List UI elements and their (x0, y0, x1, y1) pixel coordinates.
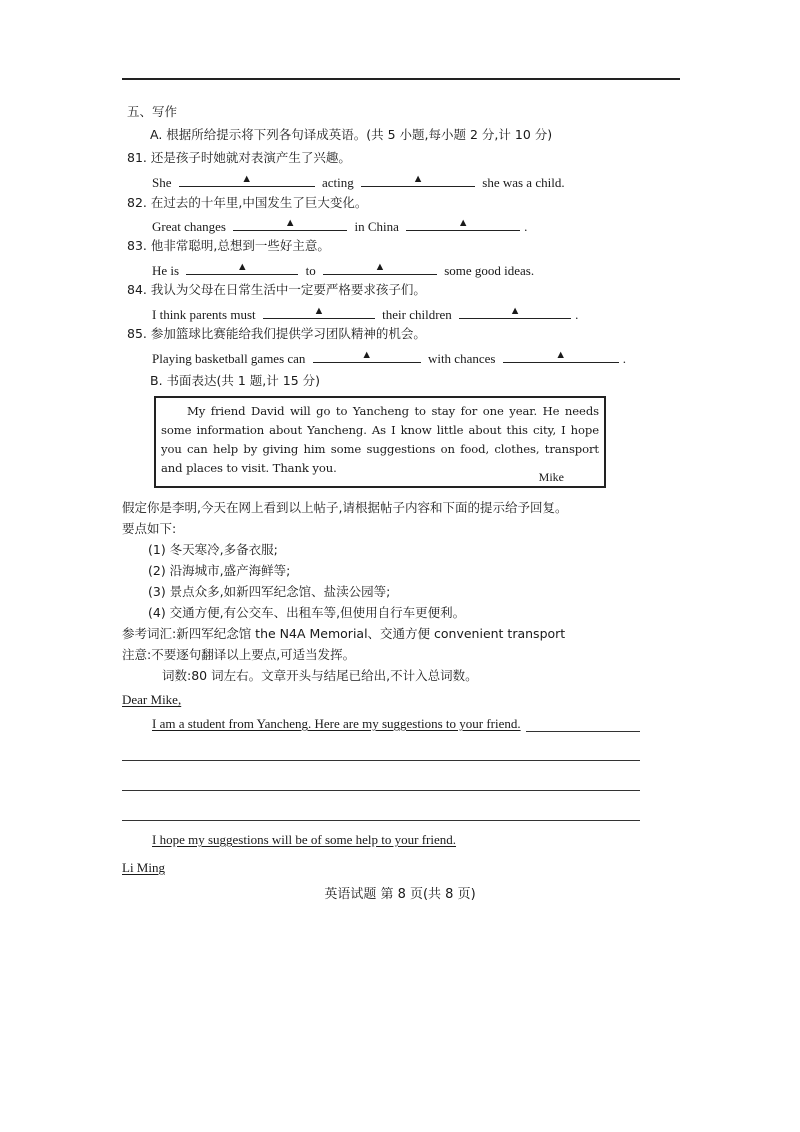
blank-marker: ▲ (313, 305, 325, 317)
blank-marker: ▲ (361, 349, 373, 361)
q83-blank-2[interactable] (323, 260, 437, 275)
q83-blank-1[interactable] (186, 260, 298, 275)
writing-line-1[interactable] (122, 760, 640, 761)
blank-marker: ▲ (457, 217, 469, 229)
q83-seg2: to (305, 263, 316, 278)
q81-blank-1[interactable] (179, 172, 315, 187)
question-81-sentence (152, 172, 565, 191)
question-84-sentence (152, 304, 578, 323)
q84-seg1: I think parents must (152, 307, 256, 322)
points-title: 要点如下: (122, 521, 177, 536)
letter-opening: I am a student from Yancheng. Here are my suggestions to your friend. (152, 716, 521, 731)
question-84-prompt: 84. 我认为父母在日常生活中一定要严格要求孩子们。 (127, 282, 426, 297)
blank-marker: ▲ (412, 173, 424, 185)
blank-marker: ▲ (555, 349, 567, 361)
question-85-prompt: 85. 参加篮球比赛能给我们提供学习团队精神的机会。 (127, 326, 426, 341)
point-3: (3) 景点众多,如新四军纪念馆、盐渎公园等; (148, 584, 391, 599)
point-4: (4) 交通方便,有公交车、出租车等,但使用自行车更便利。 (148, 605, 466, 620)
q82-blank-1[interactable] (233, 216, 347, 231)
question-82-sentence (152, 216, 527, 235)
q82-seg2: in China (354, 219, 399, 234)
blank-marker: ▲ (241, 173, 253, 185)
q85-seg1: Playing basketball games can (152, 351, 306, 366)
q83-seg1: He is (152, 263, 180, 278)
blank-marker: ▲ (236, 261, 248, 273)
question-82-prompt: 82. 在过去的十年里,中国发生了巨大变化。 (127, 195, 368, 210)
part-b-instruction: B. 书面表达(共 1 题,计 15 分) (150, 373, 321, 388)
note: 注意:不要逐句翻译以上要点,可适当发挥。 (122, 647, 356, 662)
top-rule (122, 78, 680, 80)
q81-seg3: she was a child. (482, 175, 565, 190)
post-text: My friend David will go to Yancheng to stay for one year. He needs some information about Yancheng. As I know little about this city, I hope you can help by giving him some suggestions on food, clothes, transport and places to visit. Thank you. (161, 404, 599, 475)
q81-seg2: acting (322, 175, 354, 190)
q84-blank-1[interactable] (263, 304, 375, 319)
q85-blank-1[interactable] (313, 348, 421, 363)
question-85-sentence (152, 348, 626, 367)
post-signature: Mike (538, 470, 564, 484)
q85-seg3: . (622, 351, 626, 366)
question-83-prompt: 83. 他非常聪明,总想到一些好主意。 (127, 238, 330, 253)
blank-marker: ▲ (284, 217, 296, 229)
word-count: 词数:80 词左右。文章开头与结尾已给出,不计入总词数。 (162, 668, 478, 683)
q82-blank-2[interactable] (406, 216, 520, 231)
writing-line-3[interactable] (122, 820, 640, 821)
q82-seg1: Great changes (152, 219, 226, 234)
point-1: (1) 冬天寒冷,多备衣服; (148, 542, 278, 557)
writing-line-2[interactable] (122, 790, 640, 791)
blank-marker: ▲ (509, 305, 521, 317)
q82-seg3: . (524, 219, 528, 234)
letter-signature: Li Ming (122, 860, 165, 875)
question-81-prompt: 81. 还是孩子时她就对表演产生了兴趣。 (127, 150, 351, 165)
q84-seg3: . (575, 307, 579, 322)
letter-closing: I hope my suggestions will be of some help to your friend. (152, 832, 457, 847)
letter-greeting: Dear Mike, (122, 692, 182, 707)
post-box (154, 396, 606, 488)
q85-seg2: with chances (427, 351, 496, 366)
page-footer: 英语试题 第 8 页(共 8 页) (324, 887, 476, 902)
point-2: (2) 沿海城市,盛产海鲜等; (148, 563, 291, 578)
question-83-sentence (152, 260, 534, 279)
reference-vocab: 参考词汇:新四军纪念馆 the N4A Memorial、交通方便 convenient transport (122, 626, 566, 641)
part-a-instruction: A. 根据所给提示将下列各句译成英语。(共 5 小题,每小题 2 分,计 10 分) (150, 127, 553, 142)
blank-marker: ▲ (374, 261, 386, 273)
q81-seg1: She (152, 175, 172, 190)
q85-blank-2[interactable] (503, 348, 619, 363)
q84-blank-2[interactable] (459, 304, 571, 319)
q81-blank-2[interactable] (361, 172, 475, 187)
writing-line-end[interactable] (526, 731, 640, 732)
task-description: 假定你是李明,今天在网上看到以上帖子,请根据帖子内容和下面的提示给予回复。 (122, 500, 568, 515)
q83-seg3: some good ideas. (444, 263, 535, 278)
q84-seg2: their children (382, 307, 452, 322)
section-title: 五、写作 (127, 104, 178, 119)
